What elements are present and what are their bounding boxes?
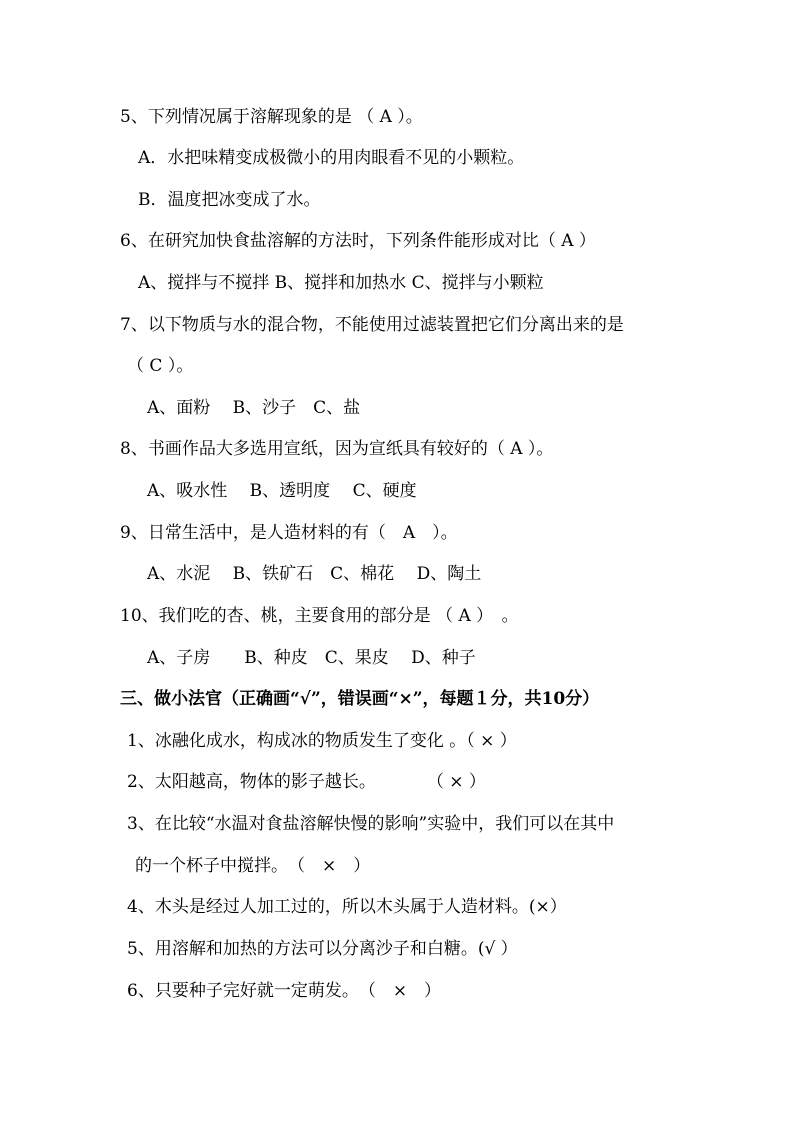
question-5-option-b: B．温度把冰变成了水。: [138, 190, 321, 210]
question-10-options: A、子房 B、种皮 C、果皮 D、种子: [147, 648, 476, 668]
question-8-stem: 8、书画作品大多选用宣纸，因为宣纸具有较好的（ A ）。: [120, 439, 554, 459]
judge-item-3-continued: 的一个杯子中搅拌。 （ × ）: [135, 856, 371, 876]
question-9-options: A、水泥 B、铁矿石 C、棉花 D、陶土: [147, 564, 482, 584]
section-3-heading: 三、做小法官（正确画“√”，错误画“×”，每题１分，共10分）: [120, 689, 600, 709]
judge-item-1: 1、冰融化成水，构成冰的物质发生了变化 。（ × ）: [127, 731, 517, 751]
question-7-answer: （ C ）。: [127, 356, 194, 376]
question-7-stem: 7、以下物质与水的混合物，不能使用过滤装置把它们分离出来的是: [120, 315, 624, 335]
question-9-stem: 9、日常生活中，是人造材料的有（ A ）。: [120, 523, 458, 543]
judge-item-4: 4、木头是经过人加工过的，所以木头属于人造材料。(×）: [127, 897, 567, 917]
judge-item-5: 5、用溶解和加热的方法可以分离沙子和白糖。(√ ）: [127, 939, 518, 959]
question-6-stem: 6、在研究加快食盐溶解的方法时，下列条件能形成对比（ A ）: [120, 231, 596, 251]
judge-item-6: 6、只要种子完好就一定萌发。 （ × ）: [127, 981, 442, 1001]
question-5-option-a: A．水把味精变成极微小的用肉眼看不见的小颗粒。: [138, 148, 525, 168]
question-7-options: A、面粉 B、沙子 C、盐: [147, 398, 361, 418]
judge-item-3: 3、在比较“水温对食盐溶解快慢的影响”实验中，我们可以在其中: [127, 814, 615, 834]
question-8-options: A、吸水性 B、透明度 C、硬度: [147, 481, 417, 501]
judge-item-2: 2、太阳越高，物体的影子越长。 （ × ）: [127, 772, 486, 792]
question-6-options: A、搅拌与不搅拌 B、搅拌和加热水 C、搅拌与小颗粒: [138, 273, 544, 293]
question-10-stem: 10、我们吃的杏、桃，主要食用的部分是 （ A ） 。: [120, 606, 519, 626]
question-5-stem: 5、下列情况属于溶解现象的是 （ A ）。: [120, 107, 423, 127]
